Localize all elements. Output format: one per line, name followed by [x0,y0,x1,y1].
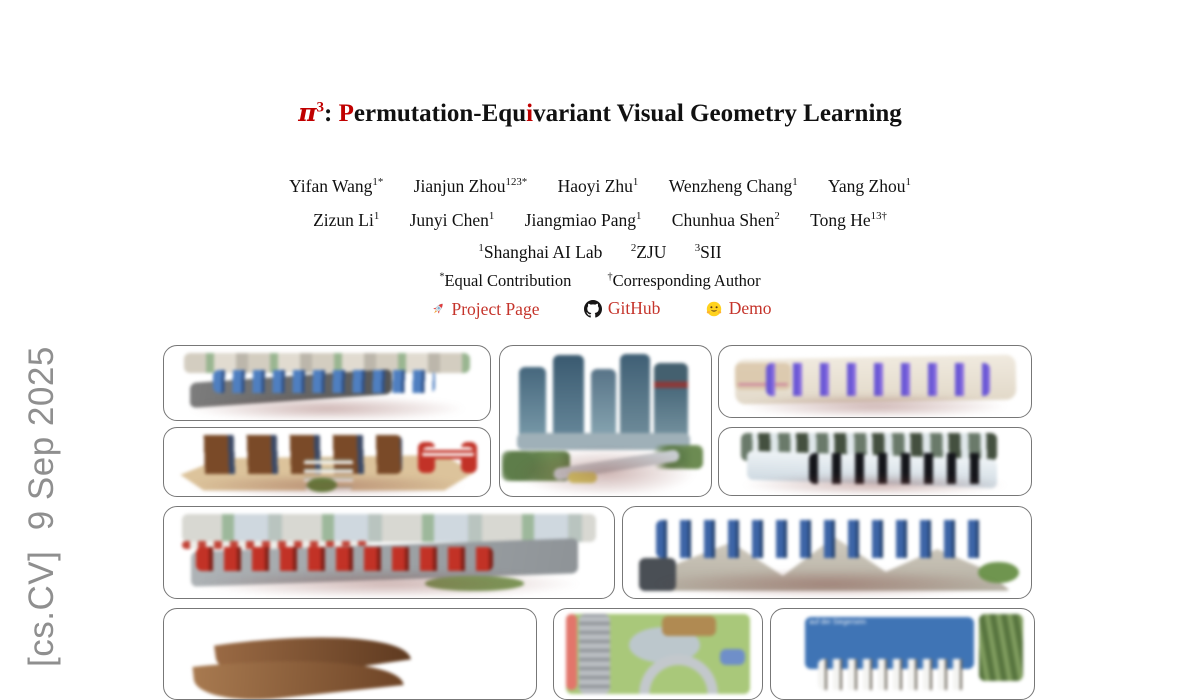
author-name: Jianjun Zhou [413,176,506,196]
author-name: Zizun Li [313,210,374,230]
author-sup: 1 [792,176,798,189]
banner-scene [771,609,1034,699]
affiliations-line [0,242,1200,263]
city-low-buildings [517,433,690,450]
project-page-link[interactable] [429,299,540,320]
author [828,176,911,196]
gallery-card-horses [163,427,491,497]
author-name: Chunhua Shen [671,210,775,230]
authors-line-2 [0,210,1200,231]
horses-green-bush [307,478,336,492]
gallery-card-boat [163,608,537,700]
playground-path-curve [616,654,741,694]
title-letter-p: P [338,100,354,127]
author-name: Yifan Wang [289,176,373,196]
github-label: GitHub [607,298,661,318]
gallery-card-snow-walk [718,427,1032,496]
title-rest: variant Visual Geometry Learning [533,100,902,127]
horses-obstacle-bars [422,447,474,459]
affiliation-sup: 1 [478,242,484,255]
banner-text: auf der Siegersein [809,619,867,627]
author [810,210,887,230]
author-sup: 1 [373,210,380,223]
parade-scene [164,346,490,420]
affiliation-sup: 2 [630,242,637,255]
contribution-notes [0,271,1200,291]
note-sup: † [607,271,613,283]
author [410,210,495,230]
affiliation-name: Shanghai AI Lab [483,242,603,262]
parkour-scene [623,507,1031,598]
karts-red-karts-row [196,547,493,571]
authors-line-1 [0,176,1200,197]
gallery-card-city [499,345,712,497]
skater-motion-sequence [766,363,991,396]
parkour-figures-sequence [656,520,991,558]
city-yellow-lot [568,472,598,483]
hugging-face-icon [705,300,723,318]
snow-walkers-sequence [809,453,990,484]
parkour-dark-box [639,558,676,591]
gallery-card-parade [163,345,491,421]
city-trees-right [652,445,703,469]
city-road [553,449,680,481]
author-name: Wenzheng Chang [668,176,793,196]
skater-scene [719,346,1031,417]
github-icon [584,300,602,318]
note-sup: * [439,271,445,283]
playground-structure [662,616,716,636]
horses-jump-sequence [200,435,402,474]
city-tower [519,367,546,442]
karts-scene [164,507,614,598]
snow-walk-scene [719,428,1031,495]
author-name: Jiangmiao Pang [524,210,636,230]
title-pi-symbol: π [298,98,317,127]
github-link[interactable] [584,298,661,319]
note-text: Corresponding Author [612,271,761,290]
corresponding-author-note [608,271,761,290]
author-name: Haoyi Zhu [557,176,633,196]
author-name: Yang Zhou [828,176,906,196]
horses-scene [164,428,490,496]
author [313,210,379,230]
affiliation-name: ZJU [636,242,667,262]
author-name: Junyi Chen [409,210,489,230]
affiliation-sup: 3 [694,242,701,255]
city-tower [591,369,616,440]
gallery-card-playground [553,608,763,700]
banner-team-row [818,659,965,690]
karts-buildings-strip [182,514,596,541]
arxiv-watermark: [cs.CV] 9 Sep 2025 [22,346,61,667]
author [289,176,383,196]
paper-title [0,98,1200,128]
gallery-card-banner [770,608,1035,700]
gallery-card-parkour [622,506,1032,599]
gallery-card-skater [718,345,1032,418]
city-trees-left [502,451,570,481]
playground-scene [554,609,762,699]
rocket-icon [429,301,446,318]
gallery-card-karts [163,506,615,599]
demo-link[interactable] [705,298,772,319]
author-sup: 2 [774,210,780,223]
affiliation [631,242,667,262]
title-letter-i: i [526,100,534,127]
title-colon: : [324,100,339,127]
author [672,210,780,230]
affiliation [695,242,722,262]
author [414,176,528,196]
author-sup: 13† [870,210,887,223]
city-tower [553,355,585,445]
karts-grass [425,576,524,591]
author [558,176,639,196]
title-pi-exponent: 3 [316,99,325,116]
author-sup: 1 [632,176,639,189]
demo-label: Demo [728,298,772,318]
project-page-label: Project Page [451,298,540,319]
boat-scene [164,609,536,699]
author-name: Tong He [810,210,871,230]
note-text: Equal Contribution [444,271,572,290]
author [669,176,798,196]
affiliation [478,242,602,262]
author-sup: 1* [372,176,384,189]
title-mid: ermutation-Equ [353,100,527,127]
affiliation-name: SII [700,242,722,262]
external-links-row [0,298,1200,323]
author-sup: 1 [488,210,495,223]
author-sup: 1 [905,176,911,189]
playground-road [579,614,610,693]
parkour-bush [978,562,1019,584]
playground-red-strip [566,614,576,690]
horses-white-fence [304,457,353,491]
parade-drummers-row [213,370,435,393]
author-sup: 123* [505,176,528,189]
author-sup: 1 [635,210,642,223]
equal-contribution-note [439,271,571,290]
city-scene [500,346,711,496]
author [525,210,642,230]
